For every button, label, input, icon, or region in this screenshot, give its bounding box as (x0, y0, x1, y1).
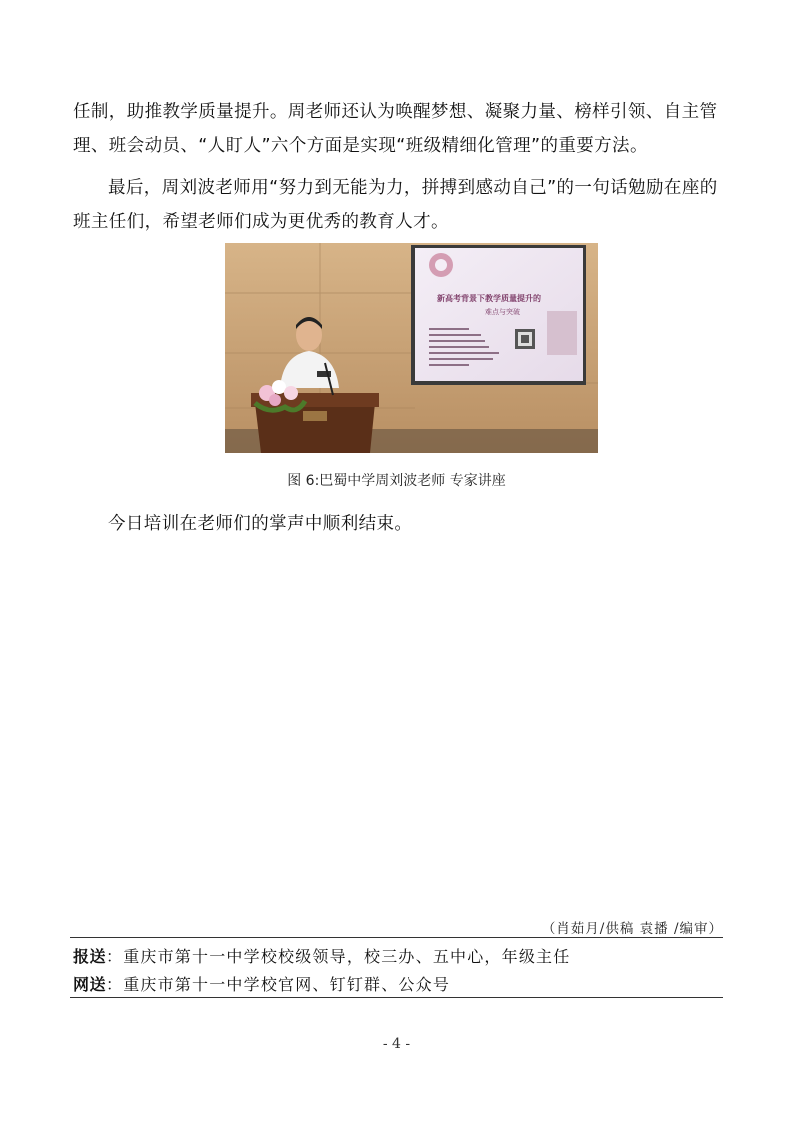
report-value: ：重庆市第十一中学校校级领导，校三办、五中心，年级主任 (106, 947, 571, 966)
network-label: 网送 (73, 975, 107, 994)
page-number: - 4 - (382, 1036, 411, 1052)
photo-caption: 图 6:巴蜀中学周刘波老师 专家讲座 (287, 473, 506, 489)
lecture-photo (225, 243, 598, 453)
editor-note: （肖茹月/供稿 袁播 /编审） (541, 921, 723, 937)
report-label: 报送 (73, 947, 107, 966)
footer-rule-top (70, 937, 723, 938)
body-paragraph-2: 最后，周刘波老师用“努力到无能为力，拼搏到感动自己”的一句话勉励在座的班主任们，希望老师们成为更优秀的教育人才。 (73, 178, 718, 232)
network-value: ：重庆市第十一中学校官网、钉钉群、公众号 (106, 975, 451, 994)
report-to-line (73, 944, 570, 967)
body-paragraph-1: 任制，助推教学质量提升。周老师还认为唤醒梦想、凝聚力量、榜样引领、自主管理、班会动员、“人盯人”六个方面是实现“班级精细化管理”的重要方法。 (73, 102, 718, 156)
slide-subtitle: 难点与突破 (485, 308, 520, 316)
slide-title: 新高考背景下教学质量提升的 (437, 294, 541, 303)
network-to-line (73, 972, 450, 995)
body-paragraph-3: 今日培训在老师们的掌声中顺利结束。 (108, 514, 413, 534)
footer-rule-bottom (70, 997, 723, 998)
